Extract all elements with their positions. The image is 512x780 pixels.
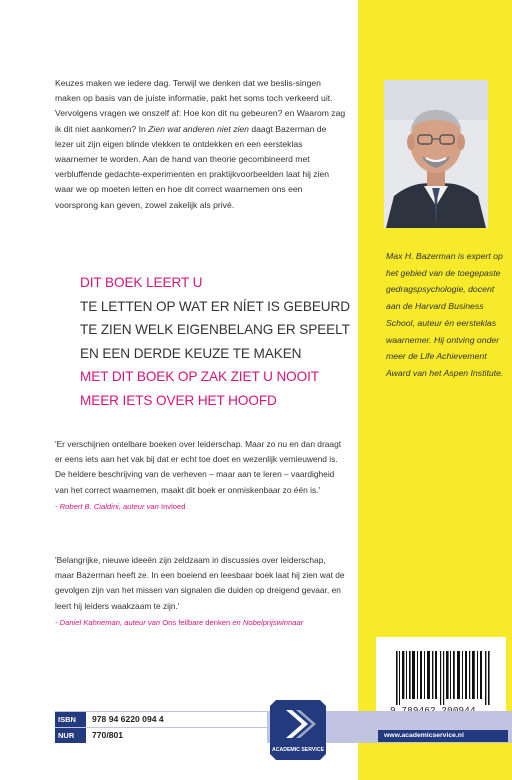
endorsement-kahneman: [55, 553, 347, 629]
claims-closing: MET DIT BOEK OP ZAK ZIET U NOOIT: [80, 369, 320, 385]
claims-closing: MEER IETS OVER HET HOOFD: [80, 392, 277, 408]
isbn-label: ISBN: [55, 712, 86, 727]
claim-item: TE LETTEN OP WAT ER NÍET IS GEBEURD: [80, 298, 350, 314]
publisher-name: ACADEMIC SERVICE: [271, 747, 325, 753]
quote-source: - Robert B. Cialdini, auteur van Invloed: [55, 501, 186, 511]
book-title: Zien wat anderen niet zien: [148, 123, 249, 134]
quote-text: 'Er verschijnen ontelbare boeken over leiderschap. Maar zo nu en dan draagt er eens iets aan het vak bij dat er echt toe doet en wezenlijk vernieuwend is. De heldere beschrijving van de verheven – maar aan te leren – vaardigheid van het correct waarnemen, maakt dit boek er onmiskenbaar zo één is.': [55, 439, 342, 495]
claim-item: TE ZIEN WELK EIGENBELANG ER SPEELT: [80, 322, 350, 338]
nur-label: NUR: [55, 728, 86, 743]
isbn-value: 978 94 6220 094 4: [86, 712, 267, 727]
isbn-nur-block: [55, 711, 267, 743]
claim-item: EN EEN DERDE KEUZE TE MAKEN: [80, 345, 302, 361]
claims-heading: DIT BOEK LEERT U: [80, 275, 203, 290]
quote-source: - Daniel Kahneman, auteur van Ons feilbare denken en Nobelprijswinnaar: [55, 617, 304, 627]
publisher-website[interactable]: www.academicservice.nl: [378, 730, 508, 742]
author-bio: Max H. Bazerman is expert op het gebied van de toegepaste gedragspsychologie, docent aan de Harvard Business School, auteur én eersteklas waarnemer. Hij ontving onder meer de Life Achievement Award van het Aspen Institute.: [386, 251, 504, 378]
publisher-logo: [270, 700, 326, 760]
nur-value: 770/801: [86, 728, 267, 743]
barcode-graphic: [396, 651, 490, 705]
book-claims: [80, 271, 355, 413]
quote-text: 'Belangrijke, nieuwe ideeën zijn zeldzaam in discussies over leiderschap, maar Bazerman heeft ze. In een boeiend en leesbaar boek laat hij zien wat de gevolgen zijn van het missen van signalen die duiden op dreigend gevaar, en leert hij leiders waakzaam te zijn.': [55, 555, 345, 611]
intro-paragraph: Keuzes maken we iedere dag. Terwijl we denken dat we beslis-singen maken op basis van de juiste informatie, pakt het soms toch verkeerd uit. Vervolgens vragen we onszelf af: Hoe kon dit nu gebeuren? en Waarom zag ik dit niet aankomen? In Zien wat anderen niet zien daagt Bazerman de lezer uit zijn eigen blinde vlekken te ontdekken en een eersteklas waarnemer te worden. Aan de hand van theorie gecombineerd met verbluffende gedachte-experimenten en praktijkvoorbeelden laat hij zien waar we op moeten letten en hoe dit correct waarnemen ons een voorsprong kan geven, zowel zakelijk als privé.: [55, 78, 346, 210]
endorsement-cialdini: [55, 437, 347, 513]
author-photo: [384, 80, 488, 228]
